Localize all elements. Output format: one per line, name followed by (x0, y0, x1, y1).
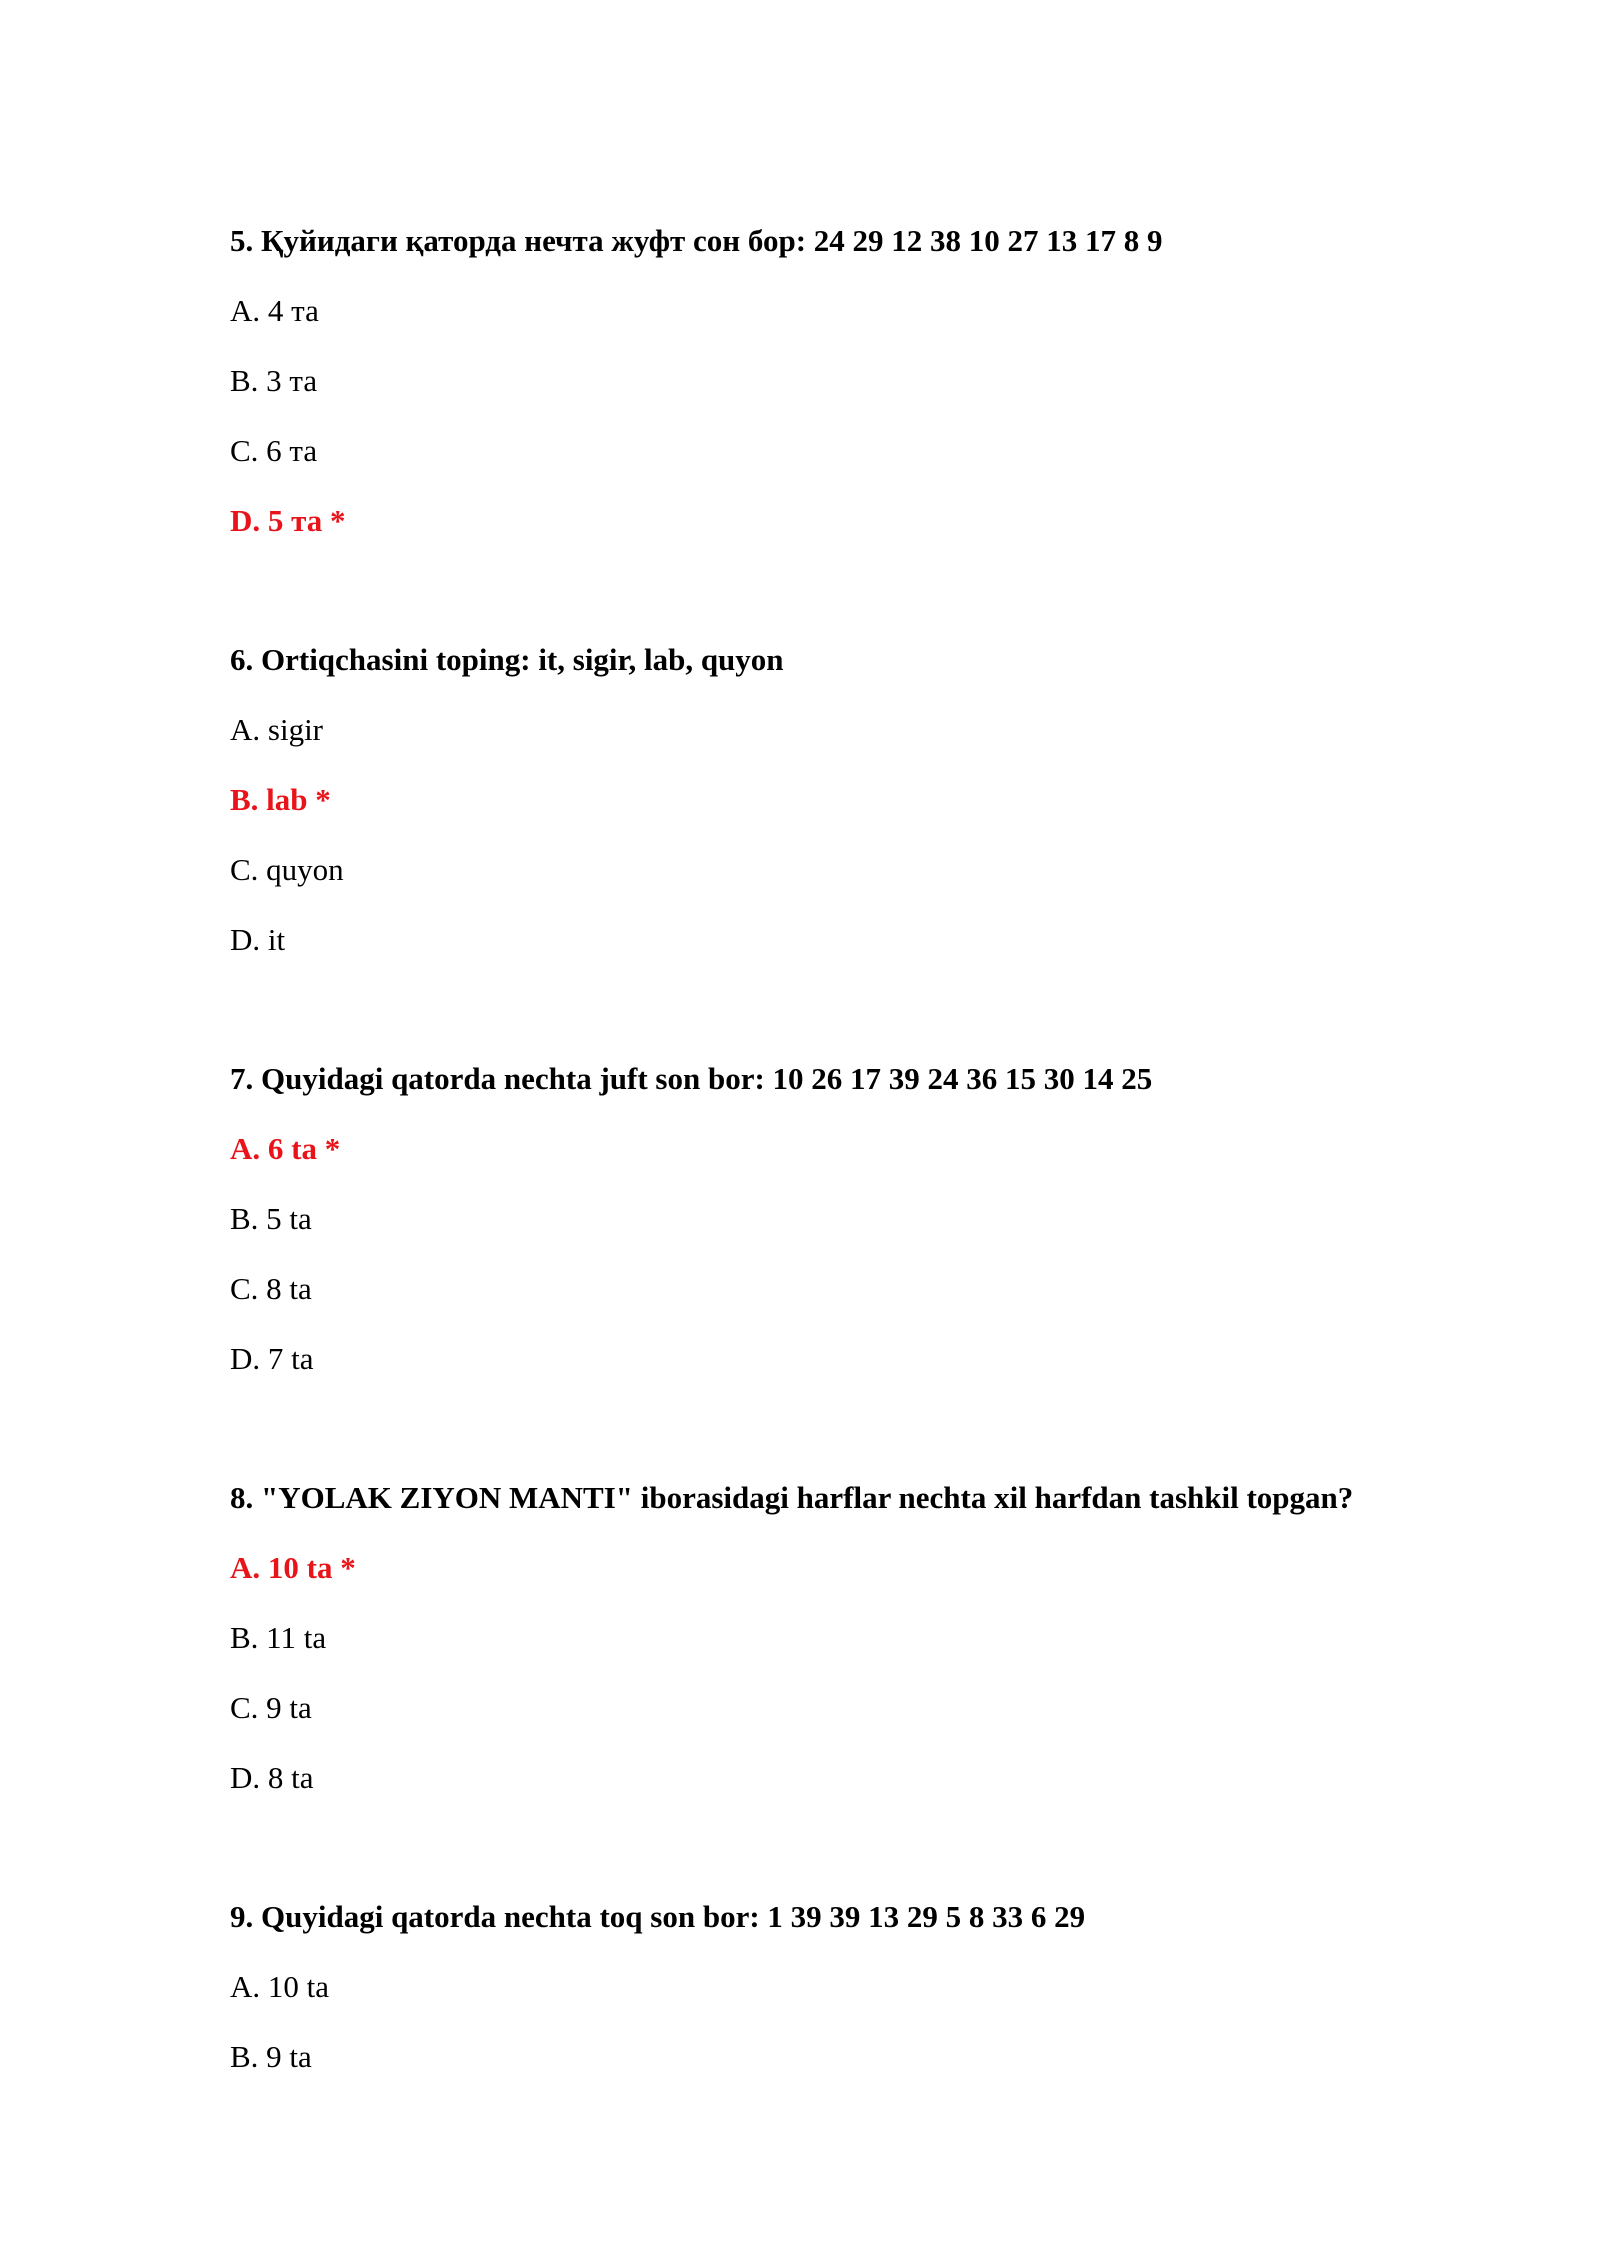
question-spacer (230, 1825, 1530, 1894)
option-c: C. 9 ta (230, 1690, 312, 1725)
quiz-page (230, 218, 1530, 2104)
question-text: 7. Quyidagi qatorda nechta juft son bor: 10 26 17 39 24 36 15 30 14 25 (230, 1061, 1153, 1096)
option-b: B. 9 ta (230, 2039, 312, 2074)
question-text: 9. Quyidagi qatorda nechta toq son bor: 1 39 39 13 29 5 8 33 6 29 (230, 1899, 1086, 1934)
question-6 (230, 637, 1530, 963)
option-b: B. 5 ta (230, 1201, 312, 1236)
question-9 (230, 1894, 1530, 2080)
question-5 (230, 218, 1530, 544)
option-c: C. 6 та (230, 433, 318, 468)
question-spacer (230, 568, 1530, 637)
option-a: A. 10 ta (230, 1969, 330, 2004)
question-text: 5. Қуйидаги қаторда нечта жуфт сон бор: 24 29 12 38 10 27 13 17 8 9 (230, 223, 1163, 258)
question-spacer (230, 987, 1530, 1056)
option-d: D. 7 ta (230, 1341, 314, 1376)
option-d: D. it (230, 922, 286, 957)
option-a-correct: A. 10 ta * (230, 1550, 356, 1585)
question-text: 8. "YOLAK ZIYON MANTI" iborasidagi harflar nechta xil harfdan tashkil topgan? (230, 1480, 1354, 1515)
option-b-correct: B. lab * (230, 782, 331, 817)
option-a-correct: A. 6 ta * (230, 1131, 341, 1166)
question-7 (230, 1056, 1530, 1382)
question-text: 6. Ortiqchasini toping: it, sigir, lab, quyon (230, 642, 784, 677)
option-a: A. sigir (230, 712, 323, 747)
option-a: A. 4 та (230, 293, 319, 328)
option-c: C. quyon (230, 852, 344, 887)
option-b: B. 3 та (230, 363, 318, 398)
option-b: B. 11 ta (230, 1620, 327, 1655)
option-d-correct: D. 5 та * (230, 503, 346, 538)
option-d: D. 8 ta (230, 1760, 314, 1795)
option-c: C. 8 ta (230, 1271, 312, 1306)
question-spacer (230, 1406, 1530, 1475)
question-8 (230, 1475, 1530, 1801)
